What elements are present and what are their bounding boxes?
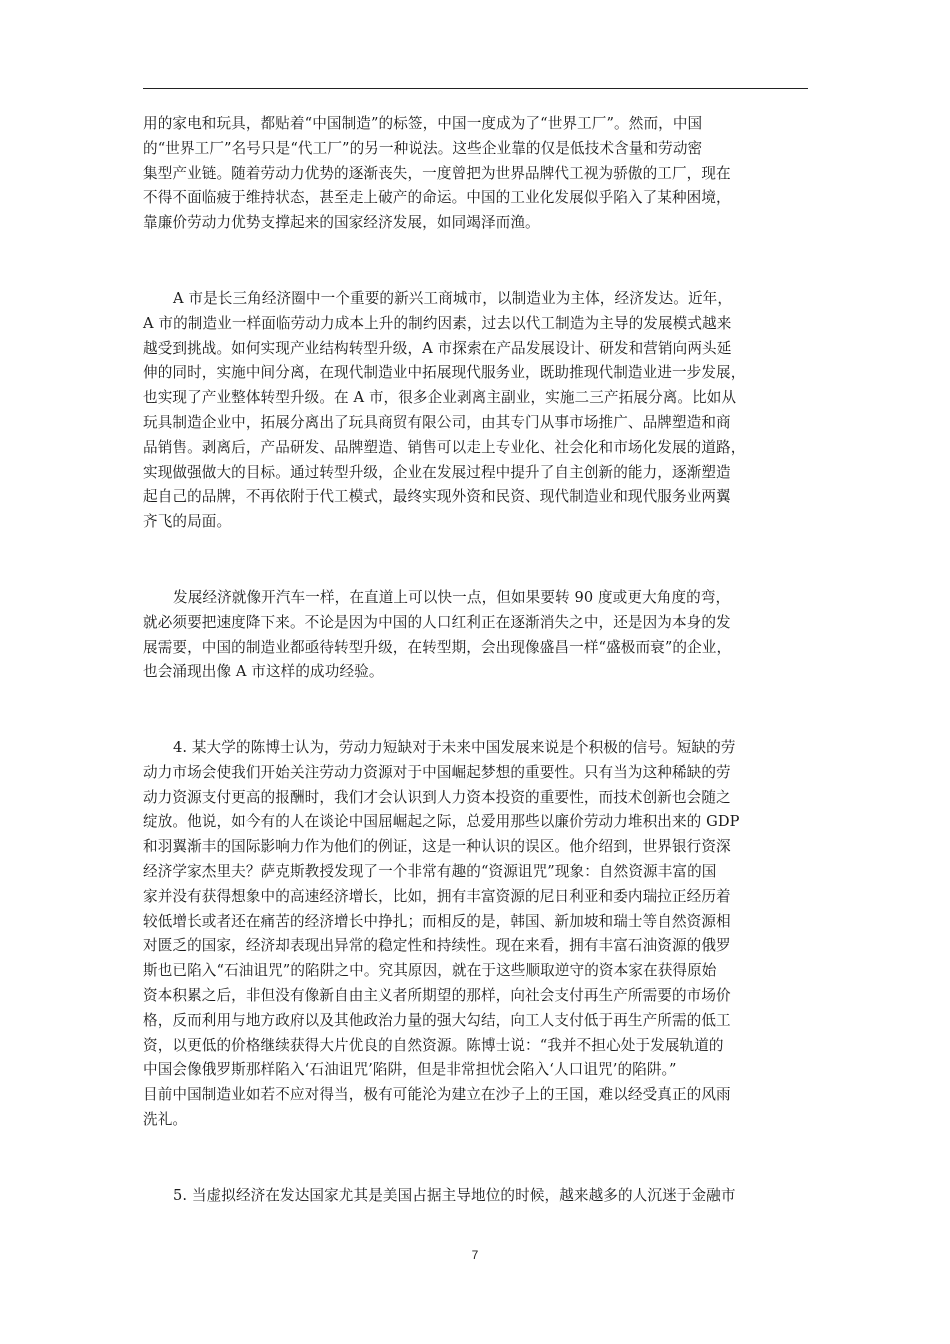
text-line: 目前中国制造业如若不应对得当，极有可能沦为建立在沙子上的王国，难以经受真正的风雨 [143, 1086, 731, 1104]
text-line: 5. 当虚拟经济在发达国家尤其是美国占据主导地位的时候，越来越多的人沉迷于金融市 [173, 1187, 736, 1204]
text-line: 格，反而利用与地方政府以及其他政治力量的强大勾结，向工人支付低于再生产所需的低工 [143, 1011, 731, 1029]
text-line: 资，以更低的价格继续获得大片优良的自然资源。陈博士说：“我并不担心处于发展轨道的 [143, 1036, 724, 1054]
text-line: 集型产业链。随着劳动力优势的逐渐丧失，一度曾把为世界品牌代工视为骄傲的工厂，现在 [143, 164, 731, 182]
text-line: 用的家电和玩具，都贴着“中国制造”的标签，中国一度成为了“世界工厂”。然而，中国 [143, 115, 703, 132]
text-line: 对匮乏的国家，经济却表现出异常的稳定性和持续性。现在来看，拥有丰富石油资源的俄罗 [143, 937, 731, 955]
text-line: 越受到挑战。如何实现产业结构转型升级，A 市探索在产品发展设计、研发和营销向两头延 [143, 339, 732, 357]
text-line: 4. 某大学的陈博士认为，劳动力短缺对于未来中国发展来说是个积极的信号。短缺的劳 [173, 739, 736, 756]
text-line: 伸的同时，实施中间分离，在现代制造业中拓展现代服务业，既助推现代制造业进一步发展， [143, 364, 746, 382]
text-line: 中国会像俄罗斯那样陷入‘石油诅咒’陷阱，但是非常担忧会陷入‘人口诅咒’的陷阱。” [143, 1061, 677, 1079]
text-line: 实现做强做大的目标。通过转型升级，企业在发展过程中提升了自主创新的能力，逐渐塑造 [143, 463, 731, 481]
text-line: 也会涌现出像 A 市这样的成功经验。 [143, 663, 384, 681]
text-line: 齐飞的局面。 [143, 513, 232, 531]
text-line: 发展经济就像开汽车一样，在直道上可以快一点，但如果要转 90 度或更大角度的弯， [173, 589, 731, 606]
text-line: 绽放。他说，如今有的人在谈论中国屈崛起之际，总爱用那些以廉价劳动力堆积出来的 GDP [143, 813, 740, 831]
text-line: 起自己的品牌，不再依附于代工模式，最终实现外资和民资、现代制造业和现代服务业两翼 [143, 488, 731, 506]
text-line: 品销售。剥离后，产品研发、品牌塑造、销售可以走上专业化、社会化和市场化发展的道路， [143, 438, 746, 456]
text-line: 较低增长或者还在痛苦的经济增长中挣扎；而相反的是，韩国、新加坡和瑞士等自然资源相 [143, 912, 731, 930]
text-line: 洗礼。 [143, 1110, 188, 1128]
text-line: 靠廉价劳动力优势支撑起来的国家经济发展，如同竭泽而渔。 [143, 214, 540, 232]
header-rule [143, 88, 808, 89]
paragraph-4 [143, 736, 813, 1133]
text-line: 的“世界工厂”名号只是“代工厂”的另一种说法。这些企业靠的仅是低技术含量和劳动密 [143, 139, 703, 157]
text-line: 动力资源支付更高的报酬时，我们才会认识到人力资本投资的重要性，而技术创新也会随之 [143, 788, 731, 806]
text-line: 玩具制造企业中，拓展分离出了玩具商贸有限公司，由其专门从事市场推广、品牌塑造和商 [143, 413, 731, 431]
paragraph-3 [143, 586, 813, 685]
text-line: 也实现了产业整体转型升级。在 A 市，很多企业剥离主副业，实施二三产拓展分离。比如从 [143, 389, 737, 407]
text-line: A 市的制造业一样面临劳动力成本上升的制约因素，过去以代工制造为主导的发展模式越来 [143, 314, 732, 332]
paragraph-5 [143, 1184, 813, 1209]
page-number: 7 [471, 1248, 479, 1262]
text-line: 斯也已陷入“石油诅咒”的陷阱之中。究其原因，就在于这些顺取逆守的资本家在获得原始 [143, 962, 717, 980]
text-line: 家并没有获得想象中的高速经济增长，比如，拥有丰富资源的尼日利亚和委内瑞拉正经历着 [143, 887, 731, 905]
text-line: 不得不面临疲于维持状态，甚至走上破产的命运。中国的工业化发展似乎陷入了某种困境， [143, 189, 731, 207]
paragraph-2 [143, 287, 813, 535]
text-line: 展需要，中国的制造业都亟待转型升级，在转型期，会出现像盛昌一样“盛极而衰”的企业， [143, 638, 732, 656]
text-line: 动力市场会使我们开始关注劳动力资源对于中国崛起梦想的重要性。只有当为这种稀缺的劳 [143, 763, 731, 781]
text-line: 资本积累之后，非但没有像新自由主义者所期望的那样，向社会支付再生产所需要的市场价 [143, 986, 731, 1004]
text-line: 就必须要把速度降下来。不论是因为中国的人口红利正在逐渐消失之中，还是因为本身的发 [143, 613, 731, 631]
text-line: 经济学家杰里夫？萨克斯教授发现了一个非常有趣的“资源诅咒”现象：自然资源丰富的国 [143, 862, 717, 880]
paragraph-1 [143, 112, 813, 236]
text-line: A 市是长三角经济圈中一个重要的新兴工商城市，以制造业为主体，经济发达。近年， [173, 290, 733, 307]
text-line: 和羽翼渐丰的国际影响力作为他们的例证，这是一种认识的误区。他介绍到，世界银行资深 [143, 838, 731, 856]
